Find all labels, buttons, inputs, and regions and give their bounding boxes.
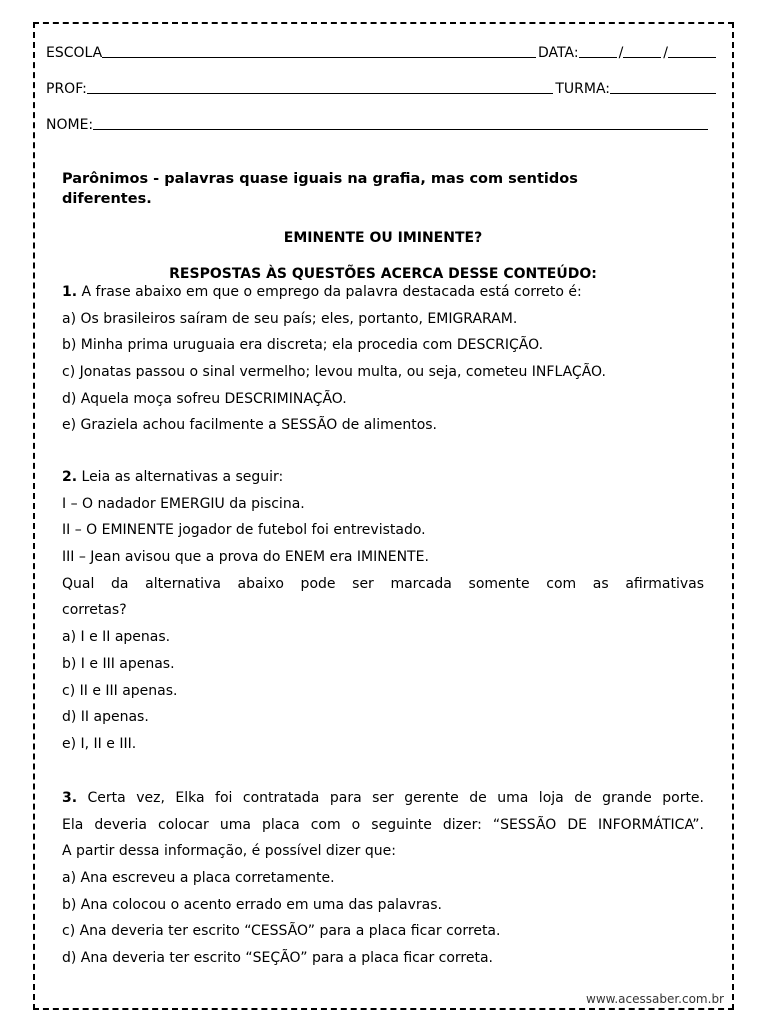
q2-statement-3: III – Jean avisou que a prova do ENEM era IMINENTE.	[62, 549, 429, 566]
q1-option-b: b) Minha prima uruguaia era discreta; ela procedia com DESCRIÇÃO.	[62, 337, 544, 354]
q3-option-d: d) Ana deveria ter escrito “SEÇÃO” para a placa ficar correta.	[62, 950, 493, 967]
nome-row	[46, 115, 710, 133]
date-year-field[interactable]	[668, 57, 716, 58]
q3-option-c: c) Ana deveria ter escrito “CESSÃO” para a placa ficar correta.	[62, 923, 501, 940]
question-3-number: 3.	[62, 790, 78, 806]
question-3-stem-line-1: 3. Certa vez, Elka foi contratada para ser gerente de uma loja de grande porte.	[62, 790, 704, 806]
page-title: EMINENTE OU IMINENTE?	[283, 230, 483, 246]
question-3-stem-line-3: A partir dessa informação, é possível dizer que:	[62, 843, 396, 860]
question-1-stem: 1. A frase abaixo em que o emprego da palavra destacada está correto é:	[62, 284, 582, 300]
turma-label: TURMA:	[555, 81, 610, 97]
q2-option-b: b) I e III apenas.	[62, 655, 175, 672]
question-2	[62, 464, 704, 758]
question-2-stem: 2. Leia as alternativas a seguir:	[62, 469, 284, 485]
prof-label: PROF:	[46, 81, 87, 97]
q3-option-b: b) Ana colocou o acento errado em uma das palavras.	[62, 896, 442, 913]
footer-url: www.acessaber.com.br	[586, 992, 724, 1006]
question-3	[62, 785, 704, 972]
prof-row	[46, 79, 718, 97]
q2-question-line-2: corretas?	[62, 602, 127, 619]
question-1-number: 1.	[62, 284, 78, 300]
q2-statement-1: I – O nadador EMERGIU da piscina.	[62, 495, 305, 512]
question-1	[62, 279, 704, 439]
data-label: DATA:	[538, 45, 579, 61]
turma-field[interactable]	[610, 93, 716, 94]
q1-option-d: d) Aquela moça sofreu DESCRIMINAÇÃO.	[62, 390, 347, 407]
nome-label: NOME:	[46, 117, 94, 133]
nome-field[interactable]	[93, 129, 708, 130]
date-separator: /	[663, 45, 668, 61]
q2-option-a: a) I e II apenas.	[62, 629, 171, 646]
q2-question-line-1: Qual da alternativa abaixo pode ser marcada somente com as afirmativas	[62, 575, 704, 592]
q1-option-a: a) Os brasileiros saíram de seu país; eles, portanto, EMIGRARAM.	[62, 310, 518, 327]
prof-field[interactable]	[87, 93, 553, 94]
q2-option-c: c) II e III apenas.	[62, 682, 178, 699]
question-3-stem-line-2: Ela deveria colocar uma placa com o seguinte dizer: “SESSÃO DE INFORMÁTICA”.	[62, 816, 704, 833]
date-separator: /	[618, 45, 624, 61]
q2-statement-2: II – O EMINENTE jogador de futebol foi entrevistado.	[62, 522, 426, 539]
escola-label: ESCOLA	[46, 45, 103, 61]
q1-option-c: c) Jonatas passou o sinal vermelho; levou multa, ou seja, cometeu INFLAÇÃO.	[62, 364, 606, 381]
date-month-field[interactable]	[623, 57, 661, 58]
escola-field[interactable]	[102, 57, 536, 58]
page-subtitle: RESPOSTAS ÀS QUESTÕES ACERCA DESSE CONTEÚDO:	[169, 266, 597, 282]
question-2-number: 2.	[62, 469, 78, 485]
q2-option-e: e) I, II e III.	[62, 735, 137, 752]
escola-row	[46, 43, 718, 61]
intro-text: Parônimos - palavras quase iguais na grafia, mas com sentidos diferentes.	[62, 171, 578, 207]
q1-option-e: e) Graziela achou facilmente a SESSÃO de alimentos.	[62, 417, 438, 434]
q2-option-d: d) II apenas.	[62, 709, 149, 726]
date-day-field[interactable]	[579, 57, 617, 58]
q3-option-a: a) Ana escreveu a placa corretamente.	[62, 870, 335, 887]
